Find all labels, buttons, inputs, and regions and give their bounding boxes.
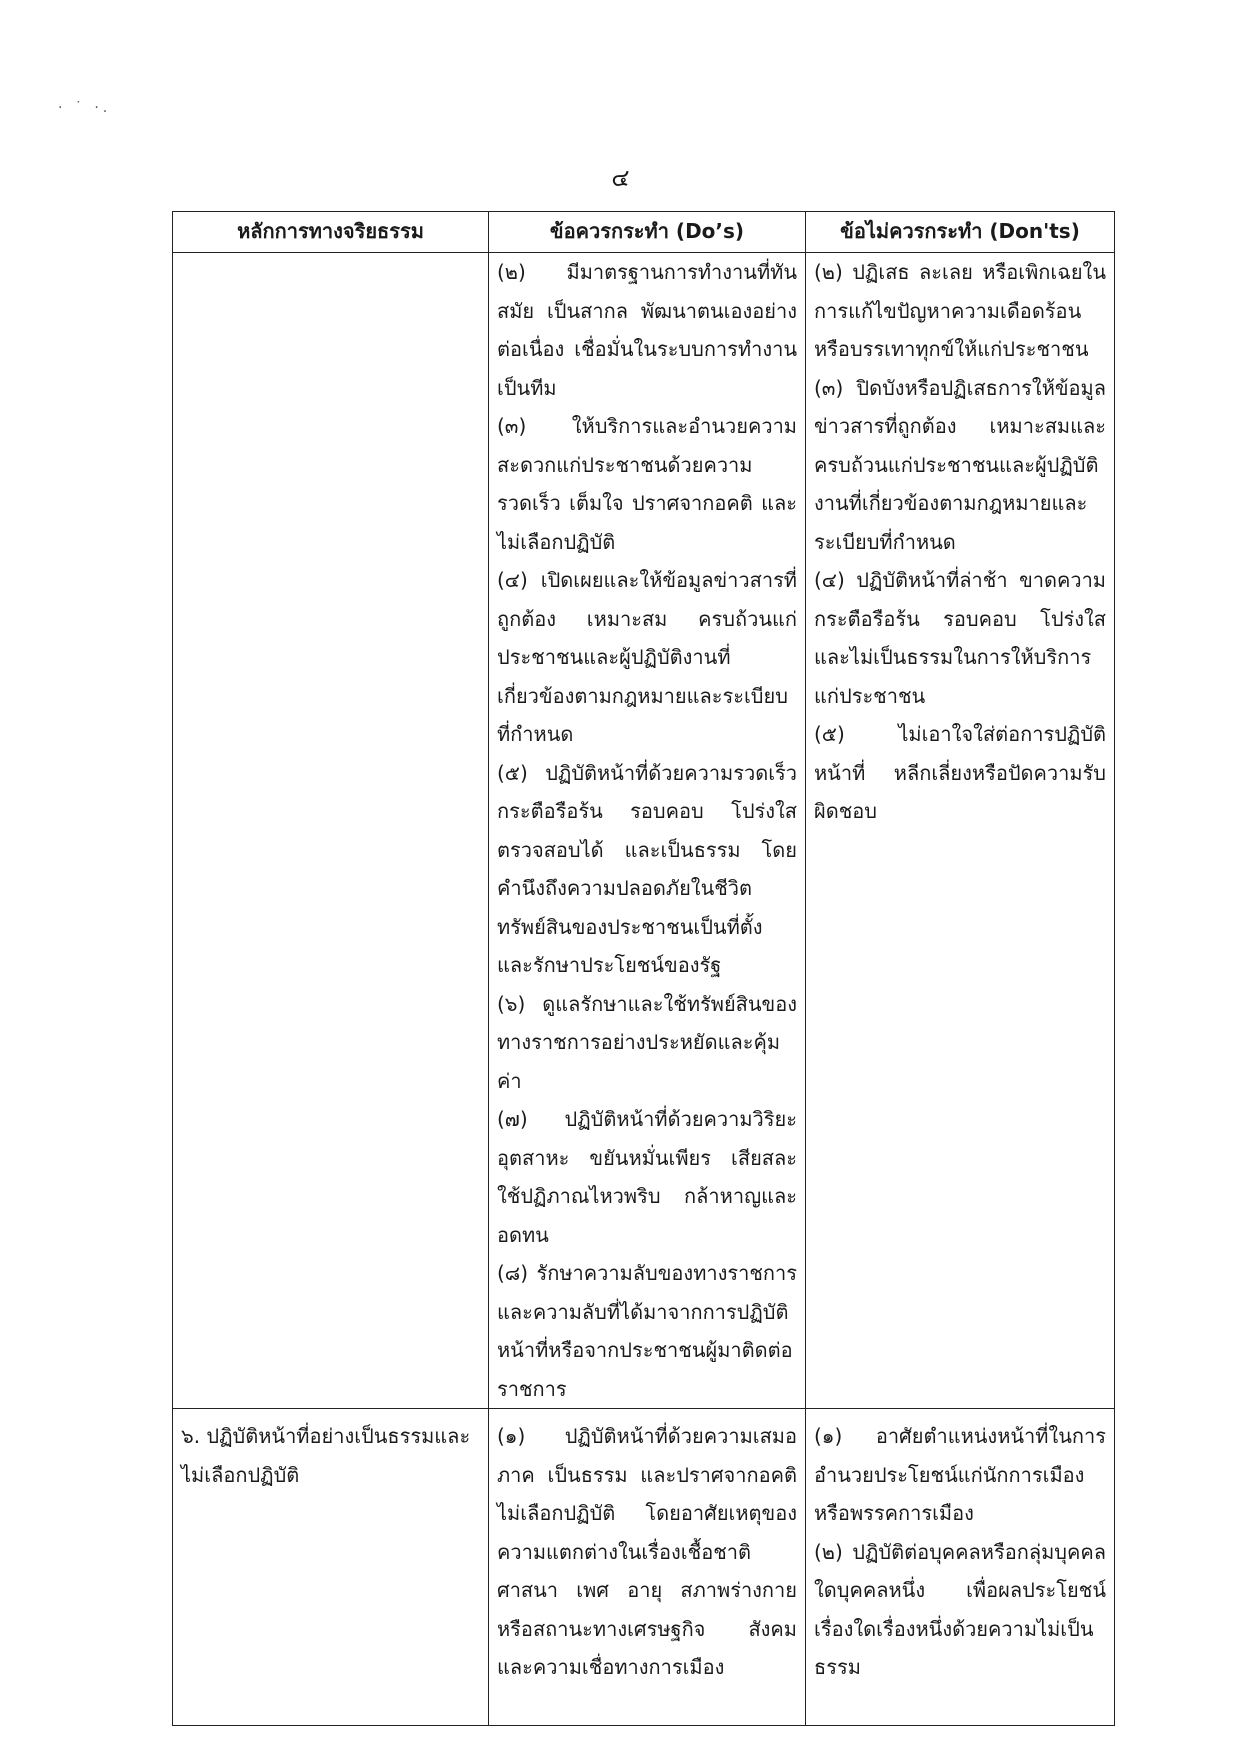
donts-item: (๑) อาศัยตำแหน่งหน้าที่ในการอำนวยประโยชน์แก่นักการเมืองหรือพรรคการเมือง	[814, 1424, 1106, 1525]
header-dos: ข้อควรกระทำ (Do’s)	[489, 212, 806, 253]
header-principle: หลักการทางจริยธรรม	[173, 212, 489, 253]
dos-item: (๗) ปฏิบัติหน้าที่ด้วยความวิริยะ อุตสาหะ ขยันหมั่นเพียร เสียสละ ใช้ปฏิภาณไหวพริบ กล้าหาญและอดทน	[497, 1107, 797, 1247]
donts-cell	[806, 253, 1115, 1409]
dos-cell	[489, 253, 806, 1409]
dos-item: (๑) ปฏิบัติหน้าที่ด้วยความเสมอภาค เป็นธรรม และปราศจากอคติ ไม่เลือกปฏิบัติ โดยอาศัยเหตุของความแตกต่างในเรื่องเชื้อชาติ ศาสนา เพศ อายุ สภาพร่างกาย หรือสถานะทางเศรษฐกิจ สังคม และความเชื่อทางการเมือง	[497, 1424, 797, 1679]
table-header-row	[173, 212, 1115, 253]
principle-cell	[173, 253, 489, 1409]
donts-item: (๓) ปิดบังหรือปฏิเสธการให้ข้อมูลข่าวสารที่ถูกต้อง เหมาะสมและครบถ้วนแก่ประชาชนและผู้ปฏิบัติงานที่เกี่ยวข้องตามกฎหมายและระเบียบที่กำหนด	[814, 375, 1106, 554]
principle-cell	[173, 1409, 489, 1726]
dos-item: (๘) รักษาความลับของทางราชการ และความลับที่ได้มาจากการปฏิบัติหน้าที่หรือจากประชาชนผู้มาติดต่อราชการ	[497, 1261, 797, 1401]
dos-item: (๔) เปิดเผยและให้ข้อมูลข่าวสารที่ถูกต้อง เหมาะสม ครบถ้วนแก่ประชาชนและผู้ปฏิบัติงานที่เกี่ยวข้องตามกฎหมายและระเบียบที่กำหนด	[497, 568, 797, 746]
dos-item: (๓) ให้บริการและอำนวยความสะดวกแก่ประชาชนด้วยความรวดเร็ว เต็มใจ ปราศจากอคติ และไม่เลือกปฏิบัติ	[497, 414, 797, 554]
dos-item: (๒) มีมาตรฐานการทำงานที่ทันสมัย เป็นสากล พัฒนาตนเองอย่างต่อเนื่อง เชื่อมั่นในระบบการทำงานเป็นทีม	[497, 260, 797, 400]
dos-item: (๕) ปฏิบัติหน้าที่ด้วยความรวดเร็ว กระตือรือร้น รอบคอบ โปร่งใส ตรวจสอบได้ และเป็นธรรม โดยคำนึงถึงความปลอดภัยในชีวิตทรัพย์สินของประชาชนเป็นที่ตั้ง และรักษาประโยชน์ของรัฐ	[497, 760, 797, 977]
ethics-table	[172, 211, 1115, 1726]
page-number: ๔	[611, 164, 630, 192]
donts-item: (๔) ปฏิบัติหน้าที่ล่าช้า ขาดความกระตือรือร้น รอบคอบ โปร่งใส และไม่เป็นธรรมในการให้บริการแก่ประชาชน	[814, 568, 1106, 708]
table-row	[173, 253, 1115, 1409]
donts-item: (๒) ปฏิบัติต่อบุคคลหรือกลุ่มบุคคลใดบุคคลหนึ่ง เพื่อผลประโยชน์เรื่องใดเรื่องหนึ่งด้วยความไม่เป็นธรรม	[814, 1539, 1106, 1679]
header-donts: ข้อไม่ควรกระทำ (Don'ts)	[806, 212, 1115, 253]
dos-cell	[489, 1409, 806, 1726]
principle-text: ๖. ปฏิบัติหน้าที่อย่างเป็นธรรมและไม่เลือกปฏิบัติ	[181, 1424, 471, 1487]
table-row	[173, 1409, 1115, 1726]
donts-cell	[806, 1409, 1115, 1726]
corner-marks: · ˙ ·.	[58, 100, 112, 116]
donts-item: (๒) ปฏิเสธ ละเลย หรือเพิกเฉยในการแก้ไขปัญหาความเดือดร้อนหรือบรรเทาทุกข์ให้แก่ประชาชน	[814, 260, 1106, 361]
dos-item: (๖) ดูแลรักษาและใช้ทรัพย์สินของทางราชการอย่างประหยัดและคุ้มค่า	[497, 991, 797, 1093]
donts-item: (๕) ไม่เอาใจใส่ต่อการปฏิบัติหน้าที่ หลีกเลี่ยงหรือปัดความรับผิดชอบ	[814, 722, 1106, 823]
